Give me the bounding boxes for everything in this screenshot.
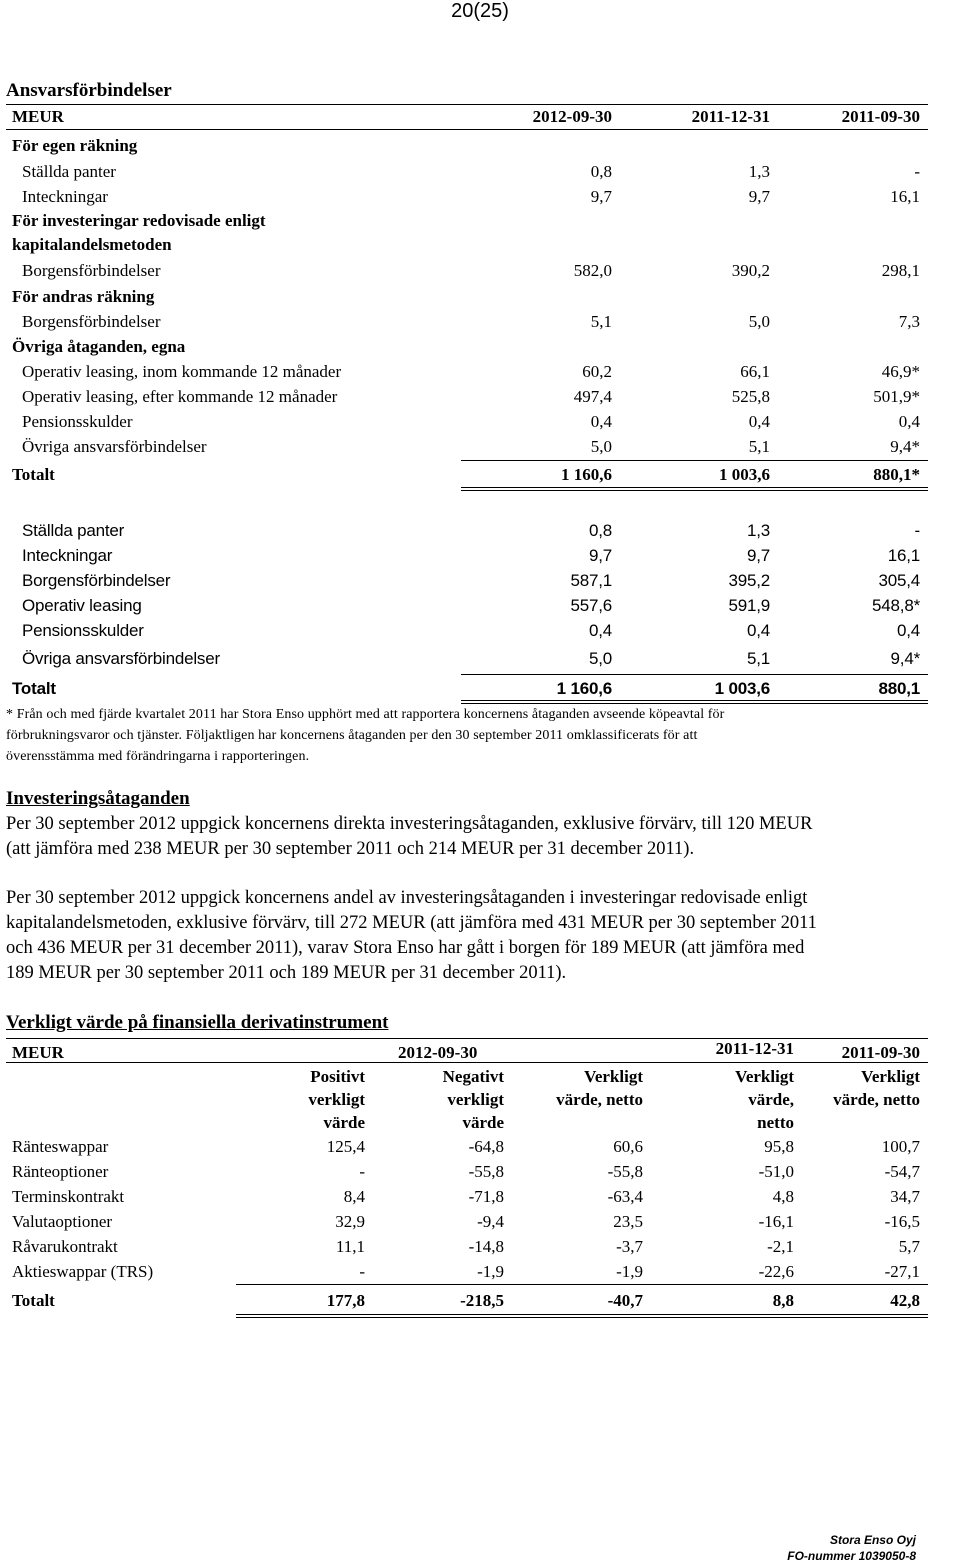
section-title-contingent: Ansvarsförbindelser: [6, 80, 172, 101]
row-label: Pensionsskulder: [22, 412, 133, 431]
row-label: Borgensförbindelser: [22, 571, 171, 590]
cell: 0,4: [590, 412, 612, 431]
cell: -27,1: [884, 1262, 920, 1281]
header-date-1: 2012-09-30: [398, 1043, 478, 1062]
cell: 66,1: [740, 362, 770, 381]
row-label: Operativ leasing, inom kommande 12 månader: [22, 362, 342, 381]
paragraph-line: (att jämföra med 238 MEUR per 30 september 2011 och 214 MEUR per 31 december 2011).: [6, 839, 695, 859]
cell: 587,1: [570, 571, 612, 590]
subheader-positive: [245, 1065, 365, 1134]
row-label: Ställda panter: [22, 521, 125, 540]
table-row: [6, 159, 928, 184]
table-row: [6, 359, 928, 384]
cell: -: [359, 1262, 365, 1281]
table-row: [6, 1209, 928, 1234]
divider: [6, 104, 928, 105]
cell: -218,5: [460, 1291, 504, 1310]
table-row: [6, 384, 928, 409]
investments-paragraph-2: [6, 886, 956, 986]
table-row: [6, 133, 928, 158]
subheader-line: värde,: [748, 1090, 794, 1109]
header-col-3: 2011-09-30: [841, 107, 920, 126]
cell: -16,5: [884, 1212, 920, 1231]
section-title-derivatives: Verkligt värde på finansiella derivatinstrument: [6, 1012, 389, 1033]
cell: 16,1: [887, 546, 920, 565]
subheader-line: värde, netto: [556, 1090, 643, 1109]
cell: -14,8: [468, 1237, 504, 1256]
divider: [6, 1062, 928, 1063]
cell: 0,4: [898, 412, 920, 431]
paragraph-line: 189 MEUR per 30 september 2011 och 189 MEUR per 31 december 2011).: [6, 963, 567, 983]
cell: -: [359, 1162, 365, 1181]
divider: [461, 674, 928, 675]
cell: 4,8: [772, 1187, 794, 1206]
table-row: [6, 1159, 928, 1184]
table-row: [6, 1184, 928, 1209]
table-row: [6, 1134, 928, 1159]
cell: -3,7: [616, 1237, 643, 1256]
cell: 23,5: [613, 1212, 643, 1231]
subheader-line: Verkligt: [861, 1067, 920, 1086]
cell: -55,8: [468, 1162, 504, 1181]
table-row: [6, 184, 928, 209]
subheader-negative: [384, 1065, 504, 1134]
cell: 100,7: [881, 1137, 920, 1156]
table-row-total: [6, 462, 928, 487]
cell: 42,8: [890, 1291, 920, 1310]
footer-company: Stora Enso Oyj: [829, 1533, 916, 1547]
row-label: kapitalandelsmetoden: [12, 235, 172, 254]
table-row: [6, 284, 928, 309]
subheader-line: Positivt: [310, 1067, 365, 1086]
header-date-2: 2011-12-31: [715, 1039, 794, 1058]
page-number: 20(25): [451, 0, 509, 22]
row-label: Pensionsskulder: [22, 621, 144, 640]
cell: 5,1: [748, 437, 770, 456]
table-row: [6, 568, 928, 593]
footnote-line: förbrukningsvaror och tjänster. Följaktligen har koncernens åtaganden per den 30 september 2011 omklassificerats för att: [6, 728, 698, 743]
cell: 0,8: [590, 162, 612, 181]
table-row: [6, 593, 928, 618]
subheader-net-3: [790, 1065, 920, 1111]
subheader-net-2: [674, 1065, 794, 1134]
cell: 0,4: [748, 412, 770, 431]
table-row: [6, 1234, 928, 1259]
divider: [236, 1284, 928, 1285]
cell: -54,7: [884, 1162, 920, 1181]
cell: 60,6: [613, 1137, 643, 1156]
cell: 1 003,6: [719, 465, 770, 484]
cell: 9,7: [748, 187, 770, 206]
table-row: [6, 309, 928, 334]
footnote-line: * Från och med fjärde kvartalet 2011 har Stora Enso upphört med att rapportera koncernens åtaganden avseende köpeavtal för: [6, 707, 725, 722]
table-row: [6, 334, 928, 359]
row-label: Ränteswappar: [12, 1137, 109, 1156]
header-label: MEUR: [12, 1043, 64, 1062]
cell: 1 160,6: [561, 465, 612, 484]
cell: 5,0: [590, 437, 612, 456]
row-label: Operativ leasing: [22, 596, 142, 615]
row-label: För andras räkning: [12, 287, 155, 306]
cell: -1,9: [616, 1262, 643, 1281]
cell: 0,8: [588, 521, 612, 540]
cell: -1,9: [477, 1262, 504, 1281]
table-row: [6, 543, 928, 568]
cell: 1 160,6: [556, 679, 612, 698]
row-label: För investeringar redovisade enligt: [12, 211, 266, 230]
row-label: Operativ leasing, efter kommande 12 månader: [22, 387, 338, 406]
cell: 395,2: [728, 571, 770, 590]
cell: 0,4: [588, 621, 612, 640]
table-row: [6, 258, 928, 283]
header-col-2: 2011-12-31: [691, 107, 770, 126]
cell: 1,3: [748, 162, 770, 181]
paragraph-line: Per 30 september 2012 uppgick koncernens andel av investeringsåtaganden i investeringar redovisade enligt: [6, 888, 808, 908]
cell: 0,4: [896, 621, 920, 640]
cell: -2,1: [767, 1237, 794, 1256]
cell: 880,1*: [873, 465, 920, 484]
cell: 298,1: [881, 261, 920, 280]
cell: -22,6: [758, 1262, 794, 1281]
cell: -9,4: [477, 1212, 504, 1231]
investments-paragraph-1: [6, 812, 956, 862]
double-divider: [236, 1314, 928, 1318]
cell: -71,8: [468, 1187, 504, 1206]
cell: -16,1: [758, 1212, 794, 1231]
row-label: För egen räkning: [12, 136, 138, 155]
table-row: [6, 208, 928, 233]
subheader-line: värde: [462, 1113, 504, 1132]
row-label: Övriga ansvarsförbindelser: [22, 437, 207, 456]
subheader-net-1: [503, 1065, 643, 1111]
subheader-line: verkligt: [447, 1090, 504, 1109]
cell: 9,7: [588, 546, 612, 565]
cell: 525,8: [731, 387, 770, 406]
cell: 60,2: [582, 362, 612, 381]
paragraph-line: Per 30 september 2012 uppgick koncernens direkta investeringsåtaganden, exklusive förvärv, till 120 MEUR: [6, 814, 813, 834]
header-label: MEUR: [12, 107, 64, 126]
cell: 5,0: [748, 312, 770, 331]
subheader-line: netto: [757, 1113, 794, 1132]
subheader-line: Verkligt: [735, 1067, 794, 1086]
row-label: Totalt: [12, 465, 55, 484]
cell: 46,9*: [881, 362, 920, 381]
row-label: Borgensförbindelser: [22, 312, 161, 331]
header-col-1: 2012-09-30: [532, 107, 612, 126]
cell: -64,8: [468, 1137, 504, 1156]
cell: 16,1: [890, 187, 920, 206]
subheader-line: Negativt: [442, 1067, 504, 1086]
table-row: [6, 434, 928, 459]
row-label: Terminskontrakt: [12, 1187, 125, 1206]
cell: 5,1: [746, 649, 770, 668]
row-label: Borgensförbindelser: [22, 261, 161, 280]
cell: -: [914, 521, 920, 540]
cell: 34,7: [890, 1187, 920, 1206]
cell: 548,8*: [872, 596, 920, 615]
cell: 11,1: [335, 1237, 365, 1256]
footnote: [6, 704, 946, 767]
cell: 177,8: [326, 1291, 365, 1310]
table-row-total: [6, 1288, 928, 1313]
cell: 9,7: [746, 546, 770, 565]
cell: -51,0: [758, 1162, 794, 1181]
divider: [6, 129, 928, 130]
row-label: Totalt: [12, 679, 56, 698]
cell: 390,2: [731, 261, 770, 280]
row-label: Övriga ansvarsförbindelser: [22, 649, 220, 668]
table-row: [6, 646, 928, 671]
cell: 32,9: [335, 1212, 365, 1231]
paragraph-line: kapitalandelsmetoden, exklusive förvärv, till 272 MEUR (att jämföra med 431 MEUR per 30 september 2011: [6, 913, 817, 933]
row-label: Valutaoptioner: [12, 1212, 113, 1231]
page-footer: [787, 1532, 916, 1564]
section-title-investments: Investeringsåtaganden: [6, 788, 190, 809]
cell: 95,8: [764, 1137, 794, 1156]
cell: 8,4: [343, 1187, 365, 1206]
cell: 9,4*: [890, 649, 920, 668]
cell: 5,0: [588, 649, 612, 668]
table-header: [6, 104, 928, 129]
cell: 7,3: [898, 312, 920, 331]
table-row: [6, 518, 928, 543]
cell: 557,6: [570, 596, 612, 615]
cell: 582,0: [573, 261, 612, 280]
cell: -55,8: [607, 1162, 643, 1181]
row-label: Inteckningar: [22, 546, 113, 565]
table-row: [6, 232, 928, 257]
table-row: [6, 618, 928, 643]
cell: 9,4*: [890, 437, 920, 456]
cell: 5,7: [898, 1237, 920, 1256]
footnote-line: överensstämma med förändringarna i rapporteringen.: [6, 749, 310, 764]
row-label: Ränteoptioner: [12, 1162, 109, 1181]
cell: 0,4: [746, 621, 770, 640]
table-row: [6, 1259, 928, 1284]
row-label: Aktieswappar (TRS): [12, 1262, 154, 1281]
row-label: Totalt: [12, 1291, 55, 1310]
header-date-3: 2011-09-30: [841, 1043, 920, 1062]
cell: 305,4: [878, 571, 920, 590]
cell: 9,7: [590, 187, 612, 206]
cell: 5,1: [590, 312, 612, 331]
cell: 497,4: [573, 387, 612, 406]
cell: -63,4: [607, 1187, 643, 1206]
cell: 125,4: [326, 1137, 365, 1156]
cell: 501,9*: [873, 387, 920, 406]
row-label: Inteckningar: [22, 187, 108, 206]
footer-org-number: FO-nummer 1039050-8: [787, 1549, 916, 1563]
table-row: [6, 409, 928, 434]
subheader-line: Verkligt: [584, 1067, 643, 1086]
cell: 591,9: [728, 596, 770, 615]
subheader-line: värde: [323, 1113, 365, 1132]
cell: 8,8: [772, 1291, 794, 1310]
table-row-total: [6, 676, 928, 701]
row-label: Ställda panter: [22, 162, 116, 181]
cell: 880,1: [878, 679, 920, 698]
subheader-line: verkligt: [308, 1090, 365, 1109]
divider: [461, 460, 928, 461]
double-divider: [461, 487, 928, 491]
subheader-line: värde, netto: [833, 1090, 920, 1109]
cell: -40,7: [607, 1291, 643, 1310]
row-label: Övriga åtaganden, egna: [12, 337, 186, 356]
cell: -: [914, 162, 920, 181]
paragraph-line: och 436 MEUR per 31 december 2011), varav Stora Enso har gått i borgen för 189 MEUR (att jämföra med: [6, 938, 805, 958]
row-label: Råvarukontrakt: [12, 1237, 118, 1256]
cell: 1,3: [746, 521, 770, 540]
cell: 1 003,6: [714, 679, 770, 698]
